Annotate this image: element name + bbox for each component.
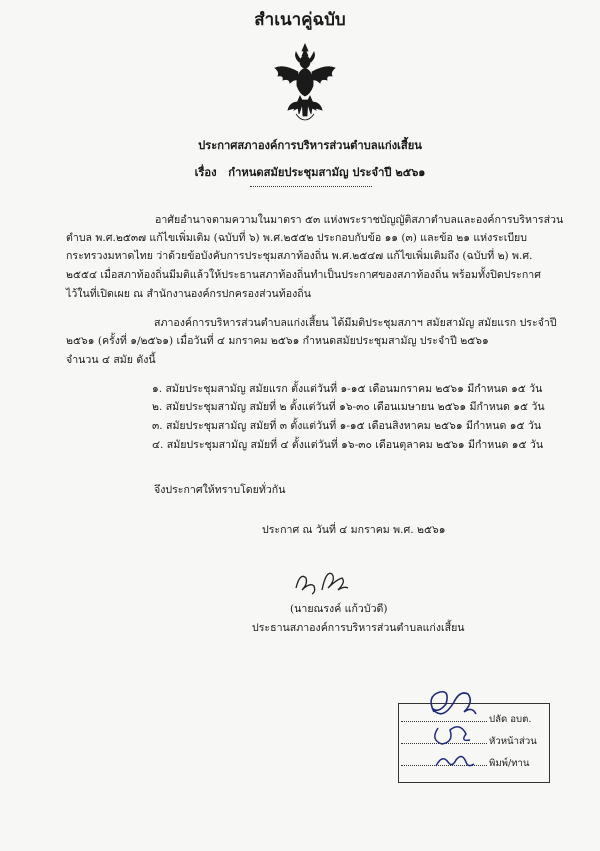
garuda-emblem-icon [272,42,338,128]
subject-text: กำหนดสมัยประชุมสามัญ ประจำปี ๒๕๖๑ [228,165,426,179]
paragraph-line: ไว้ในที่เปิดเผย ณ สำนักงานองค์กรปกครองส่วนท้องถิ่น [66,288,311,300]
copy-stamp: สำเนาคู่ฉบับ [254,10,346,30]
paragraph-line: จำนวน ๔ สมัย ดังนี้ [66,354,156,366]
routing-row-typist: พิมพ์/ทาน [401,756,543,771]
announcement-title: ประกาศสภาองค์การบริหารส่วนตำบลแก่งเสี้ยน [198,138,422,152]
subject-label: เรื่อง [194,165,217,179]
signer-name: (นายณรงค์ แก้วบัวดี) [290,603,388,615]
signer-position: ประธานสภาองค์การบริหารส่วนตำบลแก่งเสี้ยน [252,622,465,634]
paragraph-line: สภาองค์การบริหารส่วนตำบลแก่งเสี้ยน ได้มีมติประชุมสภาฯ สมัยสามัญ สมัยแรก ประจำปี [154,317,557,329]
routing-row-head: หัวหน้าส่วน [401,734,543,749]
announcement-subject [0,163,600,181]
session-item: ๔. สมัยประชุมสามัญ สมัยที่ ๔ ตั้งแต่วันที่ ๑๖-๓๐ เดือนตุลาคม ๒๕๖๑ มีกำหนด ๑๕ วัน [152,439,544,451]
session-item: ๒. สมัยประชุมสามัญ สมัยที่ ๒ ตั้งแต่วันที่ ๑๖-๓๐ เดือนเมษายน ๒๕๖๑ มีกำหนด ๑๕ วัน [152,401,545,413]
paragraph-line: อาศัยอำนาจตามความในมาตรา ๕๓ แห่งพระราชบัญญัติสภาตำบลและองค์การบริหารส่วน [155,214,564,226]
signature-icon [292,566,354,600]
closing-statement: จึงประกาศให้ทราบโดยทั่วกัน [154,484,286,496]
session-item: ๑. สมัยประชุมสามัญ สมัยแรก ตั้งแต่วันที่ ๑-๑๕ เดือนมกราคม ๒๕๖๑ มีกำหนด ๑๕ วัน [152,383,543,395]
title-separator [250,186,372,187]
session-item: ๓. สมัยประชุมสามัญ สมัยที่ ๓ ตั้งแต่วันที่ ๑-๑๕ เดือนสิงหาคม ๒๕๖๑ มีกำหนด ๑๕ วัน [152,420,542,432]
paragraph-line: กระทรวงมหาดไทย ว่าด้วยข้อบังคับการประชุมสภาท้องถิ่น พ.ศ.๒๕๔๗ แก้ไขเพิ่มเติมถึง (ฉบับที่ ๒) พ.ศ. [66,250,533,262]
paragraph-line: ๒๕๕๔ เมื่อสภาท้องถิ่นมีมติแล้วให้ประธานสภาท้องถิ่นทำเป็นประกาศของสภาท้องถิ่น พร้อมทั้งปิดประกาศ [66,269,541,281]
paragraph-line: ๒๕๖๑ (ครั้งที่ ๑/๒๕๖๑) เมื่อวันที่ ๔ มกราคม ๒๕๖๑ กำหนดสมัยประชุมสามัญ ประจำปี ๒๕๖๑ [66,335,489,347]
paragraph-line: ตำบล พ.ศ.๒๕๓๗ แก้ไขเพิ่มเติม (ฉบับที่ ๖) พ.ศ.๒๕๕๒ ประกอบกับข้อ ๑๑ (๓) และข้อ ๒๑ แห่งระเบียบ [66,232,527,244]
initials-signature-icon [420,682,490,778]
routing-row-clerk: ปลัด อบต. [401,712,543,727]
announcement-date: ประกาศ ณ วันที่ ๔ มกราคม พ.ศ. ๒๕๖๑ [262,524,446,536]
